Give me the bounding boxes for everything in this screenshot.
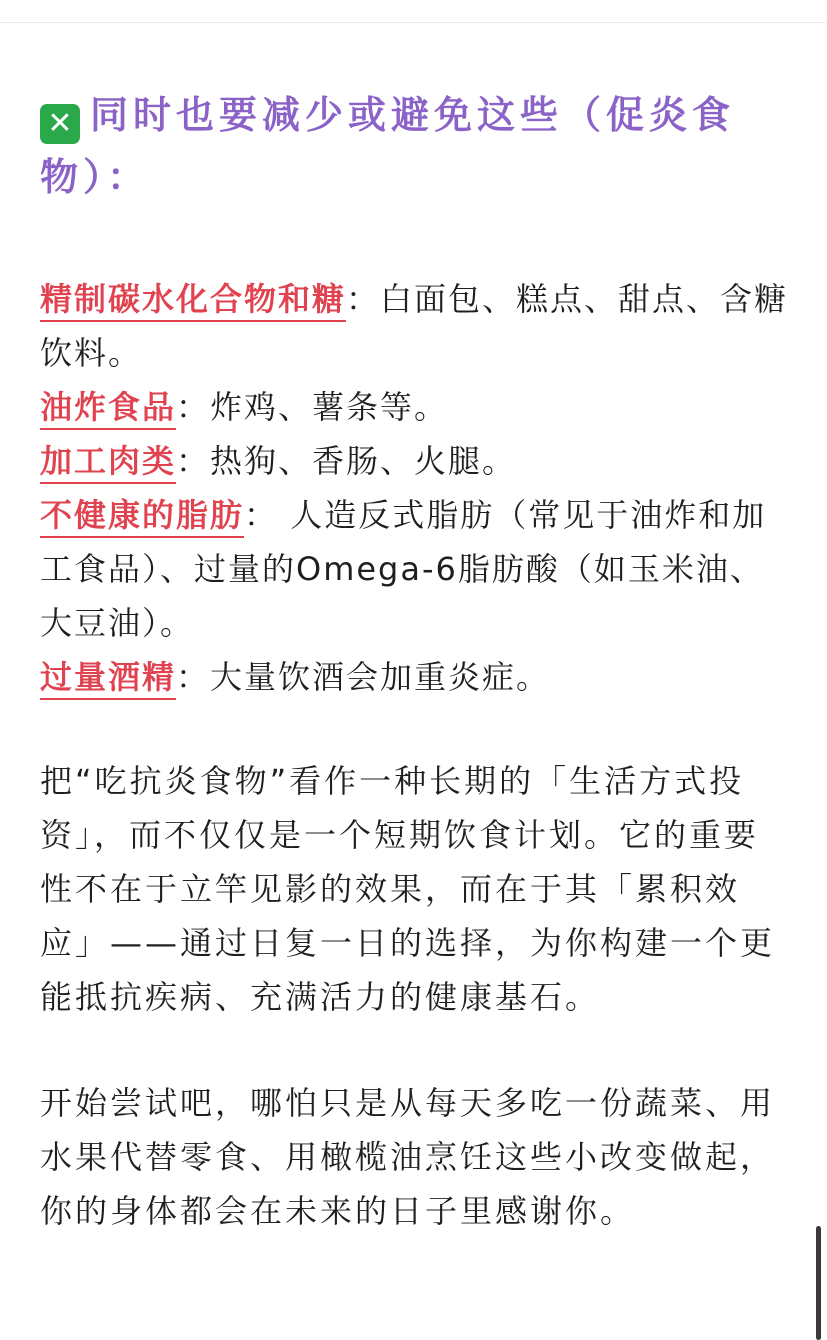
list-item [40, 272, 790, 380]
cross-mark-icon: ✕ [40, 104, 80, 144]
food-term: 过量酒精 [40, 658, 176, 700]
food-description: ：炸鸡、薯条等。 [176, 388, 449, 426]
start-paragraph: 开始尝试吧，哪怕只是从每天多吃一份蔬菜、用水果代替零食、用橄榄油烹饪这些小改变做起，你的身体都会在未来的日子里感谢你。 [40, 1084, 776, 1230]
avoid-food-list [40, 272, 790, 704]
food-description: ：热狗、香肠、火腿。 [176, 442, 517, 480]
food-term: 精制碳水化合物和糖 [40, 280, 346, 322]
food-term: 油炸食品 [40, 388, 176, 430]
list-item [40, 380, 790, 434]
list-item [40, 650, 790, 704]
food-description: ：大量饮酒会加重炎症。 [176, 658, 551, 696]
food-description: ： 人造反式脂肪（常见于油炸和加工食品）、过量的Omega-6脂肪酸（如玉米油、大豆油）。 [40, 496, 767, 642]
vertical-scrollbar[interactable] [816, 1226, 821, 1340]
food-term: 不健康的脂肪 [40, 496, 244, 538]
food-term: 加工肉类 [40, 442, 176, 484]
top-divider [0, 22, 827, 23]
food-description: ：白面包、糕点、甜点、含糖饮料。 [40, 280, 789, 372]
list-item [40, 434, 790, 488]
section-heading [40, 84, 790, 208]
list-item [40, 488, 790, 650]
article-content [40, 84, 790, 1238]
section-heading-text: 同时也要减少或避免这些（促炎食物）： [40, 93, 736, 199]
investment-paragraph: 把“吃抗炎食物”看作一种长期的「生活方式投资」，而不仅仅是一个短期饮食计划。它的重要性不在于立竿见影的效果，而在于其「累积效应」——通过日复一日的选择，为你构建一个更能抵抗疾病、充满活力的健康基石。 [40, 762, 776, 1016]
